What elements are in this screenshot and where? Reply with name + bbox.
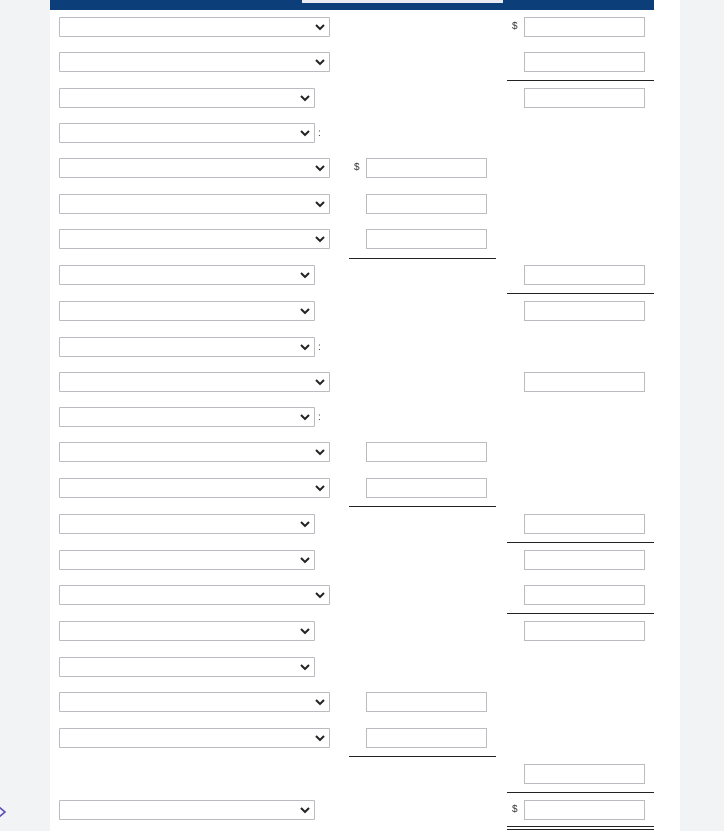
header-bar bbox=[50, 0, 654, 10]
total-input[interactable] bbox=[524, 514, 645, 534]
chevron-down-icon bbox=[299, 411, 311, 423]
chevron-down-icon bbox=[299, 625, 311, 637]
circle-arrow-icon[interactable] bbox=[0, 805, 8, 819]
total-input[interactable] bbox=[524, 621, 645, 641]
subtotal-rule bbox=[349, 506, 496, 507]
account-select[interactable] bbox=[59, 265, 315, 285]
total-input[interactable] bbox=[524, 764, 645, 784]
chevron-down-icon bbox=[314, 696, 326, 708]
chevron-down-icon bbox=[314, 732, 326, 744]
chevron-down-icon bbox=[299, 305, 311, 317]
chevron-down-icon bbox=[314, 198, 326, 210]
account-select[interactable] bbox=[59, 550, 315, 570]
colon-label: : bbox=[318, 128, 321, 139]
account-select[interactable] bbox=[59, 692, 330, 712]
amount-input[interactable] bbox=[366, 692, 487, 712]
total-input[interactable] bbox=[524, 550, 645, 570]
chevron-down-icon bbox=[299, 518, 311, 530]
amount-input[interactable] bbox=[366, 194, 487, 214]
currency-symbol: $ bbox=[354, 162, 360, 173]
account-select[interactable] bbox=[59, 621, 315, 641]
subtotal-rule bbox=[349, 756, 496, 757]
chevron-down-icon bbox=[299, 269, 311, 281]
account-select[interactable] bbox=[59, 88, 315, 108]
account-select[interactable] bbox=[59, 514, 315, 534]
account-select[interactable] bbox=[59, 123, 315, 143]
amount-input[interactable] bbox=[366, 229, 487, 249]
chevron-down-icon bbox=[299, 554, 311, 566]
total-rule bbox=[507, 542, 654, 543]
subtotal-rule bbox=[349, 258, 496, 259]
grand-total-input[interactable] bbox=[524, 800, 645, 820]
total-rule bbox=[507, 792, 654, 793]
account-select[interactable] bbox=[59, 800, 315, 820]
account-select[interactable] bbox=[59, 337, 315, 357]
account-select[interactable] bbox=[59, 158, 330, 178]
chevron-down-icon bbox=[314, 589, 326, 601]
total-rule bbox=[507, 293, 654, 294]
account-select[interactable] bbox=[59, 728, 330, 748]
account-select[interactable] bbox=[59, 17, 330, 37]
chevron-down-icon bbox=[299, 804, 311, 816]
total-input[interactable] bbox=[524, 17, 645, 37]
chevron-down-icon bbox=[314, 162, 326, 174]
colon-label: : bbox=[318, 342, 321, 353]
currency-symbol: $ bbox=[512, 21, 518, 32]
total-rule bbox=[507, 613, 654, 614]
currency-symbol: $ bbox=[512, 804, 518, 815]
account-select[interactable] bbox=[59, 657, 315, 677]
total-input[interactable] bbox=[524, 52, 645, 72]
account-select[interactable] bbox=[59, 585, 330, 605]
total-input[interactable] bbox=[524, 301, 645, 321]
account-select[interactable] bbox=[59, 372, 330, 392]
account-select[interactable] bbox=[59, 229, 330, 249]
account-select[interactable] bbox=[59, 301, 315, 321]
amount-input[interactable] bbox=[366, 478, 487, 498]
chevron-down-icon bbox=[314, 21, 326, 33]
double-rule-top bbox=[507, 826, 654, 827]
chevron-down-icon bbox=[314, 482, 326, 494]
chevron-down-icon bbox=[314, 56, 326, 68]
account-select[interactable] bbox=[59, 52, 330, 72]
total-input[interactable] bbox=[524, 372, 645, 392]
header-tab-indicator bbox=[302, 0, 503, 3]
double-rule-bottom bbox=[507, 829, 654, 830]
total-input[interactable] bbox=[524, 585, 645, 605]
chevron-down-icon bbox=[299, 661, 311, 673]
account-select[interactable] bbox=[59, 442, 330, 462]
account-select[interactable] bbox=[59, 194, 330, 214]
chevron-down-icon bbox=[314, 376, 326, 388]
account-select[interactable] bbox=[59, 407, 315, 427]
total-rule bbox=[507, 80, 654, 81]
amount-input[interactable] bbox=[366, 728, 487, 748]
account-select[interactable] bbox=[59, 478, 330, 498]
chevron-down-icon bbox=[314, 233, 326, 245]
chevron-down-icon bbox=[299, 127, 311, 139]
amount-input[interactable] bbox=[366, 442, 487, 462]
total-input[interactable] bbox=[524, 88, 645, 108]
chevron-down-icon bbox=[299, 341, 311, 353]
chevron-down-icon bbox=[299, 92, 311, 104]
colon-label: : bbox=[318, 412, 321, 423]
amount-input[interactable] bbox=[366, 158, 487, 178]
chevron-down-icon bbox=[314, 446, 326, 458]
total-input[interactable] bbox=[524, 265, 645, 285]
